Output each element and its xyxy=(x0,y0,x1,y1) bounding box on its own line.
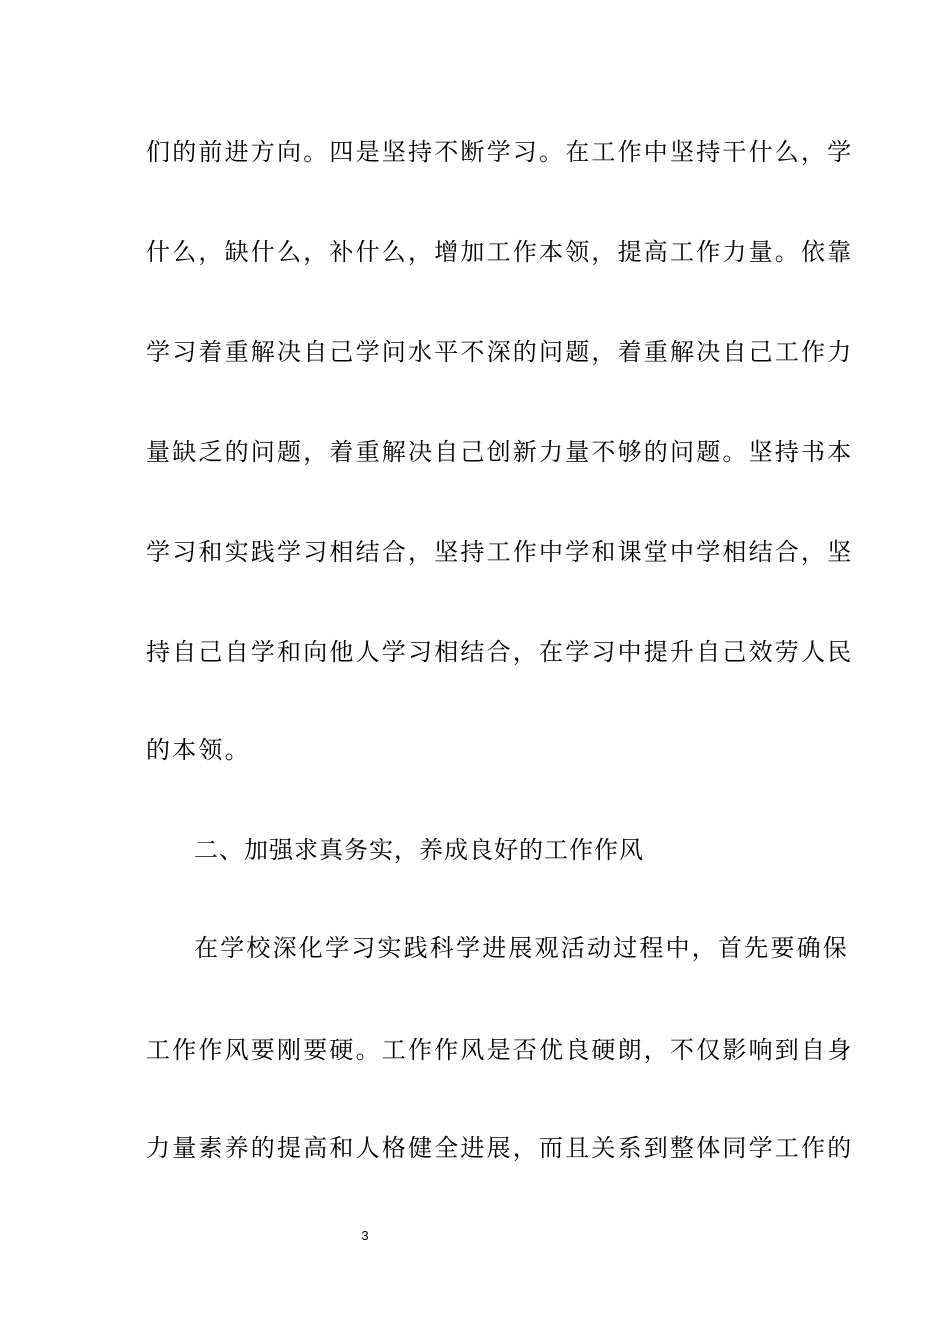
paragraph-line: 学习着重解决自己学问水平不深的问题，着重解决自己工作力 xyxy=(146,338,854,366)
page-number: 3 xyxy=(361,1228,369,1243)
section-paragraph-line: 力量素养的提高和人格健全进展，而且关系到整体同学工作的 xyxy=(146,1134,854,1162)
paragraph-line: 的本领。 xyxy=(146,736,251,764)
paragraph-line: 什么，缺什么，补什么，增加工作本领，提高工作力量。依靠 xyxy=(146,238,854,266)
paragraph-line: 们的前进方向。四是坚持不断学习。在工作中坚持干什么，学 xyxy=(146,138,854,166)
paragraph-line: 持自己自学和向他人学习相结合，在学习中提升自己效劳人民 xyxy=(146,638,854,666)
section-paragraph-line: 工作作风要刚要硬。工作作风是否优良硬朗，不仅影响到自身 xyxy=(146,1036,854,1064)
section-heading: 二、加强求真务实，养成良好的工作作风 xyxy=(194,836,644,864)
paragraph-line: 学习和实践学习相结合，坚持工作中学和课堂中学相结合，坚 xyxy=(146,538,854,566)
section-paragraph-line: 在学校深化学习实践科学进展观活动过程中，首先要确保 xyxy=(194,934,849,962)
paragraph-line: 量缺乏的问题，着重解决自己创新力量不够的问题。坚持书本 xyxy=(146,438,854,466)
